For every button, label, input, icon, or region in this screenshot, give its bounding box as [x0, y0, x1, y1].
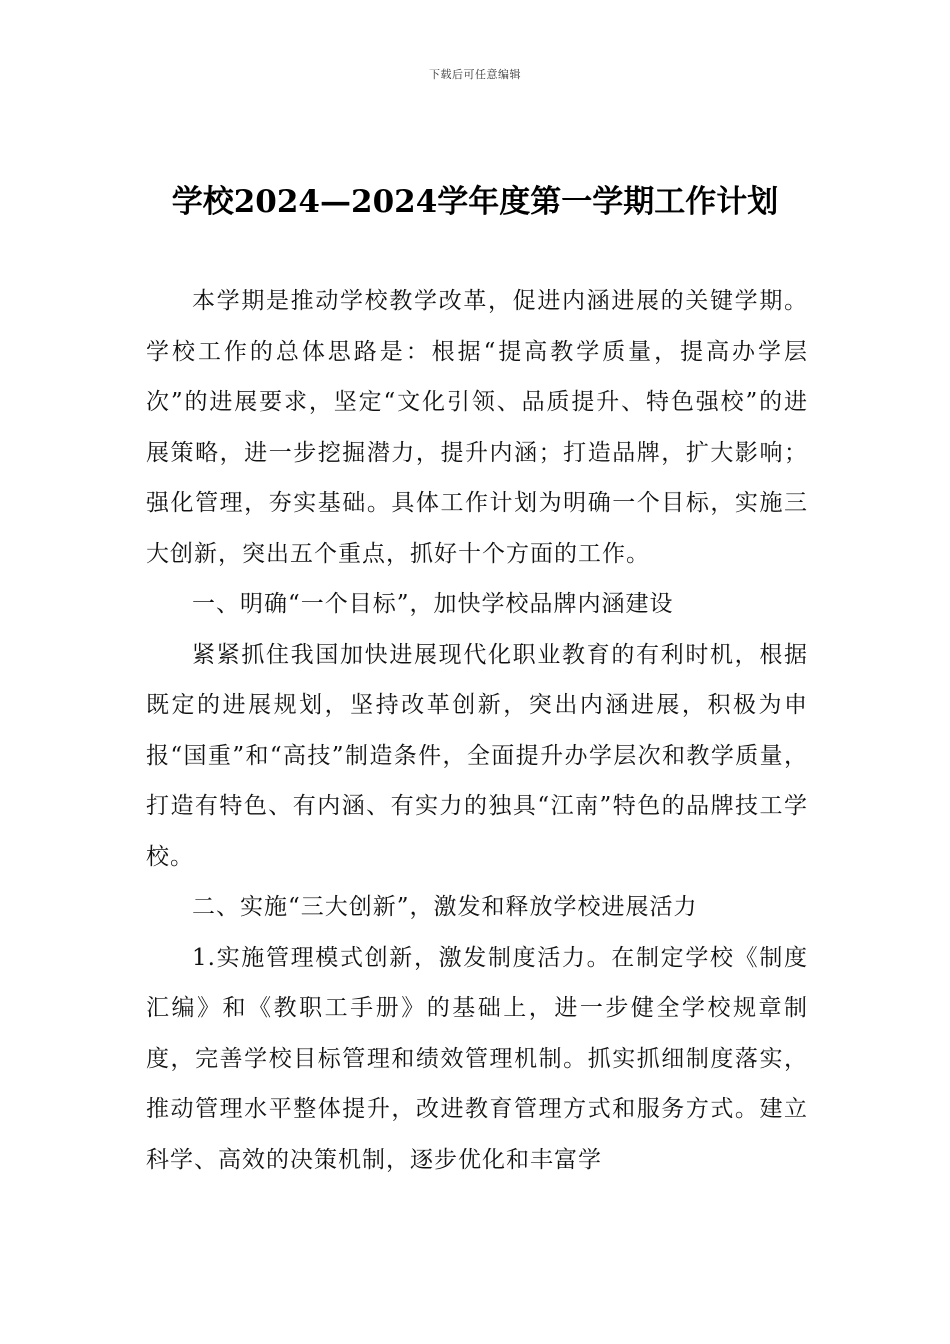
document-title: 学校2024—2024学年度第一学期工作计划	[171, 184, 779, 220]
section-heading-1: 一、明确“一个目标”，加快学校品牌内涵建设	[192, 591, 674, 617]
header-note: 下载后可任意编辑	[429, 68, 521, 81]
section-1-paragraph: 紧紧抓住我国加快进展现代化职业教育的有利时机，根据既定的进展规划，坚持改革创新，突出内涵进展，积极为申报“国重”和“高技”制造条件，全面提升办学层次和教学质量，打造有特色、有内涵、有实力的独具“江南”特色的品牌技工学校。	[146, 641, 808, 870]
section-2-paragraph: 1.实施管理模式创新，激发制度活力。在制定学校《制度汇编》和《教职工手册》的基础上，进一步健全学校规章制度，完善学校目标管理和绩效管理机制。抓实抓细制度落实，推动管理水平整体提升，改进教育管理方式和服务方式。建立科学、高效的决策机制，逐步优化和丰富学	[146, 944, 808, 1173]
document-body	[146, 276, 808, 1185]
section-heading-2: 二、实施“三大创新”，激发和释放学校进展活力	[192, 894, 698, 920]
intro-paragraph: 本学期是推动学校教学改革，促进内涵进展的关键学期。学校工作的总体思路是：根据“提高教学质量，提高办学层次”的进展要求，坚定“文化引领、品质提升、特色强校”的进展策略，进一步挖掘潜力，提升内涵；打造品牌，扩大影响；强化管理，夯实基础。具体工作计划为明确一个目标，实施三大创新，突出五个重点，抓好十个方面的工作。	[146, 288, 808, 567]
